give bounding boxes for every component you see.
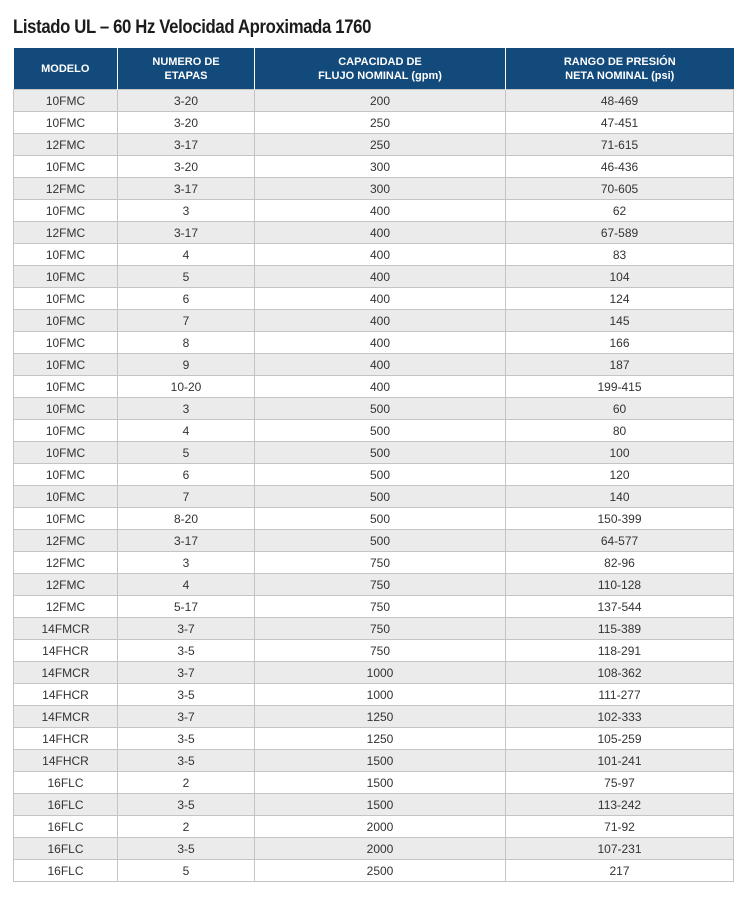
- page-title: Listado UL – 60 Hz Velocidad Aproximada 1760: [13, 17, 372, 38]
- cell-capacidad: 500: [255, 420, 506, 442]
- table-row: [14, 288, 734, 310]
- cell-etapas: 5-17: [118, 596, 255, 618]
- cell-etapas: 3: [118, 552, 255, 574]
- cell-modelo: 10FMC: [14, 442, 118, 464]
- table-row: [14, 596, 734, 618]
- ul-listing-table: [13, 48, 734, 882]
- table-row: [14, 354, 734, 376]
- cell-modelo: 14FMCR: [14, 618, 118, 640]
- cell-capacidad: 400: [255, 354, 506, 376]
- cell-presion: 118-291: [506, 640, 734, 662]
- cell-modelo: 16FLC: [14, 860, 118, 882]
- cell-presion: 64-577: [506, 530, 734, 552]
- cell-etapas: 3-7: [118, 618, 255, 640]
- cell-etapas: 6: [118, 464, 255, 486]
- cell-capacidad: 1250: [255, 706, 506, 728]
- table-row: [14, 750, 734, 772]
- cell-presion: 104: [506, 266, 734, 288]
- cell-etapas: 3-17: [118, 134, 255, 156]
- cell-capacidad: 400: [255, 266, 506, 288]
- cell-modelo: 14FMCR: [14, 706, 118, 728]
- cell-capacidad: 1000: [255, 662, 506, 684]
- table-row: [14, 684, 734, 706]
- table-row: [14, 772, 734, 794]
- cell-capacidad: 500: [255, 464, 506, 486]
- cell-presion: 60: [506, 398, 734, 420]
- cell-etapas: 3-20: [118, 112, 255, 134]
- table-row: [14, 156, 734, 178]
- table-row: [14, 244, 734, 266]
- cell-capacidad: 1250: [255, 728, 506, 750]
- cell-etapas: 9: [118, 354, 255, 376]
- cell-presion: 145: [506, 310, 734, 332]
- cell-etapas: 3-17: [118, 222, 255, 244]
- table-row: [14, 332, 734, 354]
- table-row: [14, 200, 734, 222]
- cell-modelo: 10FMC: [14, 464, 118, 486]
- cell-capacidad: 400: [255, 222, 506, 244]
- table-row: [14, 178, 734, 200]
- cell-modelo: 14FHCR: [14, 728, 118, 750]
- table-row: [14, 486, 734, 508]
- cell-etapas: 6: [118, 288, 255, 310]
- cell-presion: 46-436: [506, 156, 734, 178]
- cell-etapas: 3: [118, 398, 255, 420]
- cell-etapas: 3-5: [118, 838, 255, 860]
- cell-capacidad: 2000: [255, 816, 506, 838]
- cell-presion: 140: [506, 486, 734, 508]
- cell-modelo: 12FMC: [14, 222, 118, 244]
- cell-etapas: 3-5: [118, 684, 255, 706]
- table-row: [14, 222, 734, 244]
- cell-modelo: 10FMC: [14, 244, 118, 266]
- cell-presion: 70-605: [506, 178, 734, 200]
- cell-capacidad: 250: [255, 112, 506, 134]
- cell-capacidad: 2500: [255, 860, 506, 882]
- cell-presion: 71-92: [506, 816, 734, 838]
- header-row: [14, 48, 734, 90]
- cell-etapas: 4: [118, 574, 255, 596]
- cell-presion: 217: [506, 860, 734, 882]
- table-row: [14, 574, 734, 596]
- table-row: [14, 112, 734, 134]
- cell-etapas: 3-17: [118, 530, 255, 552]
- cell-etapas: 3-17: [118, 178, 255, 200]
- table-row: [14, 816, 734, 838]
- table-row: [14, 728, 734, 750]
- cell-presion: 62: [506, 200, 734, 222]
- table-body: [14, 90, 734, 882]
- cell-etapas: 3-5: [118, 794, 255, 816]
- cell-presion: 120: [506, 464, 734, 486]
- cell-etapas: 8: [118, 332, 255, 354]
- cell-capacidad: 400: [255, 288, 506, 310]
- cell-modelo: 12FMC: [14, 134, 118, 156]
- header-numero-de-etapas: NUMERO DE ETAPAS: [118, 48, 255, 90]
- cell-etapas: 10-20: [118, 376, 255, 398]
- header-rango-de-presion: RANGO DE PRESIÓN NETA NOMINAL (psi): [506, 48, 734, 90]
- cell-etapas: 5: [118, 442, 255, 464]
- cell-modelo: 10FMC: [14, 288, 118, 310]
- cell-capacidad: 500: [255, 508, 506, 530]
- cell-etapas: 3-7: [118, 662, 255, 684]
- cell-etapas: 3: [118, 200, 255, 222]
- cell-modelo: 10FMC: [14, 486, 118, 508]
- cell-etapas: 3-5: [118, 640, 255, 662]
- cell-etapas: 3-5: [118, 728, 255, 750]
- cell-presion: 67-589: [506, 222, 734, 244]
- cell-capacidad: 750: [255, 574, 506, 596]
- cell-capacidad: 400: [255, 244, 506, 266]
- cell-etapas: 4: [118, 244, 255, 266]
- cell-capacidad: 400: [255, 200, 506, 222]
- table-row: [14, 530, 734, 552]
- cell-presion: 199-415: [506, 376, 734, 398]
- cell-presion: 83: [506, 244, 734, 266]
- table-header: [14, 48, 734, 90]
- cell-presion: 71-615: [506, 134, 734, 156]
- cell-capacidad: 1000: [255, 684, 506, 706]
- cell-modelo: 16FLC: [14, 772, 118, 794]
- cell-capacidad: 300: [255, 178, 506, 200]
- table-row: [14, 838, 734, 860]
- cell-presion: 80: [506, 420, 734, 442]
- cell-modelo: 10FMC: [14, 354, 118, 376]
- cell-modelo: 10FMC: [14, 200, 118, 222]
- cell-etapas: 7: [118, 486, 255, 508]
- cell-etapas: 3-5: [118, 750, 255, 772]
- cell-modelo: 10FMC: [14, 332, 118, 354]
- cell-modelo: 10FMC: [14, 310, 118, 332]
- cell-capacidad: 2000: [255, 838, 506, 860]
- cell-presion: 107-231: [506, 838, 734, 860]
- cell-modelo: 12FMC: [14, 178, 118, 200]
- cell-capacidad: 750: [255, 640, 506, 662]
- cell-presion: 150-399: [506, 508, 734, 530]
- cell-presion: 75-97: [506, 772, 734, 794]
- cell-capacidad: 400: [255, 310, 506, 332]
- cell-capacidad: 500: [255, 442, 506, 464]
- cell-modelo: 12FMC: [14, 530, 118, 552]
- cell-presion: 105-259: [506, 728, 734, 750]
- table-row: [14, 398, 734, 420]
- table-row: [14, 442, 734, 464]
- cell-presion: 100: [506, 442, 734, 464]
- table-row: [14, 90, 734, 112]
- table-row: [14, 134, 734, 156]
- cell-etapas: 3-7: [118, 706, 255, 728]
- cell-capacidad: 400: [255, 332, 506, 354]
- cell-capacidad: 250: [255, 134, 506, 156]
- table-row: [14, 266, 734, 288]
- cell-presion: 111-277: [506, 684, 734, 706]
- cell-modelo: 10FMC: [14, 398, 118, 420]
- cell-capacidad: 1500: [255, 772, 506, 794]
- table-row: [14, 618, 734, 640]
- cell-etapas: 3-20: [118, 90, 255, 112]
- table-row: [14, 640, 734, 662]
- cell-modelo: 10FMC: [14, 376, 118, 398]
- cell-capacidad: 750: [255, 618, 506, 640]
- cell-presion: 102-333: [506, 706, 734, 728]
- cell-presion: 48-469: [506, 90, 734, 112]
- cell-modelo: 14FHCR: [14, 684, 118, 706]
- cell-modelo: 10FMC: [14, 420, 118, 442]
- table-row: [14, 552, 734, 574]
- cell-capacidad: 400: [255, 376, 506, 398]
- cell-capacidad: 1500: [255, 750, 506, 772]
- cell-etapas: 2: [118, 816, 255, 838]
- cell-modelo: 10FMC: [14, 156, 118, 178]
- cell-modelo: 16FLC: [14, 816, 118, 838]
- cell-etapas: 2: [118, 772, 255, 794]
- cell-etapas: 7: [118, 310, 255, 332]
- cell-modelo: 10FMC: [14, 508, 118, 530]
- cell-modelo: 14FHCR: [14, 640, 118, 662]
- cell-modelo: 16FLC: [14, 838, 118, 860]
- cell-presion: 47-451: [506, 112, 734, 134]
- cell-etapas: 5: [118, 266, 255, 288]
- cell-modelo: 12FMC: [14, 552, 118, 574]
- table-row: [14, 464, 734, 486]
- table-row: [14, 860, 734, 882]
- cell-etapas: 5: [118, 860, 255, 882]
- cell-capacidad: 500: [255, 530, 506, 552]
- header-modelo: MODELO: [14, 48, 118, 90]
- table-row: [14, 376, 734, 398]
- cell-presion: 110-128: [506, 574, 734, 596]
- cell-modelo: 10FMC: [14, 112, 118, 134]
- table-row: [14, 420, 734, 442]
- cell-capacidad: 750: [255, 596, 506, 618]
- cell-presion: 166: [506, 332, 734, 354]
- cell-etapas: 4: [118, 420, 255, 442]
- cell-capacidad: 500: [255, 486, 506, 508]
- cell-presion: 108-362: [506, 662, 734, 684]
- table-row: [14, 508, 734, 530]
- cell-etapas: 8-20: [118, 508, 255, 530]
- cell-modelo: 12FMC: [14, 596, 118, 618]
- cell-presion: 124: [506, 288, 734, 310]
- table-row: [14, 310, 734, 332]
- cell-modelo: 10FMC: [14, 266, 118, 288]
- cell-capacidad: 500: [255, 398, 506, 420]
- table-row: [14, 706, 734, 728]
- cell-modelo: 12FMC: [14, 574, 118, 596]
- cell-capacidad: 300: [255, 156, 506, 178]
- table-row: [14, 662, 734, 684]
- cell-modelo: 10FMC: [14, 90, 118, 112]
- cell-presion: 113-242: [506, 794, 734, 816]
- cell-modelo: 14FMCR: [14, 662, 118, 684]
- cell-presion: 82-96: [506, 552, 734, 574]
- cell-presion: 115-389: [506, 618, 734, 640]
- cell-modelo: 16FLC: [14, 794, 118, 816]
- cell-presion: 187: [506, 354, 734, 376]
- cell-capacidad: 750: [255, 552, 506, 574]
- cell-etapas: 3-20: [118, 156, 255, 178]
- cell-modelo: 14FHCR: [14, 750, 118, 772]
- cell-capacidad: 1500: [255, 794, 506, 816]
- cell-presion: 101-241: [506, 750, 734, 772]
- cell-capacidad: 200: [255, 90, 506, 112]
- table-row: [14, 794, 734, 816]
- header-capacidad-de-flujo: CAPACIDAD DE FLUJO NOMINAL (gpm): [255, 48, 506, 90]
- cell-presion: 137-544: [506, 596, 734, 618]
